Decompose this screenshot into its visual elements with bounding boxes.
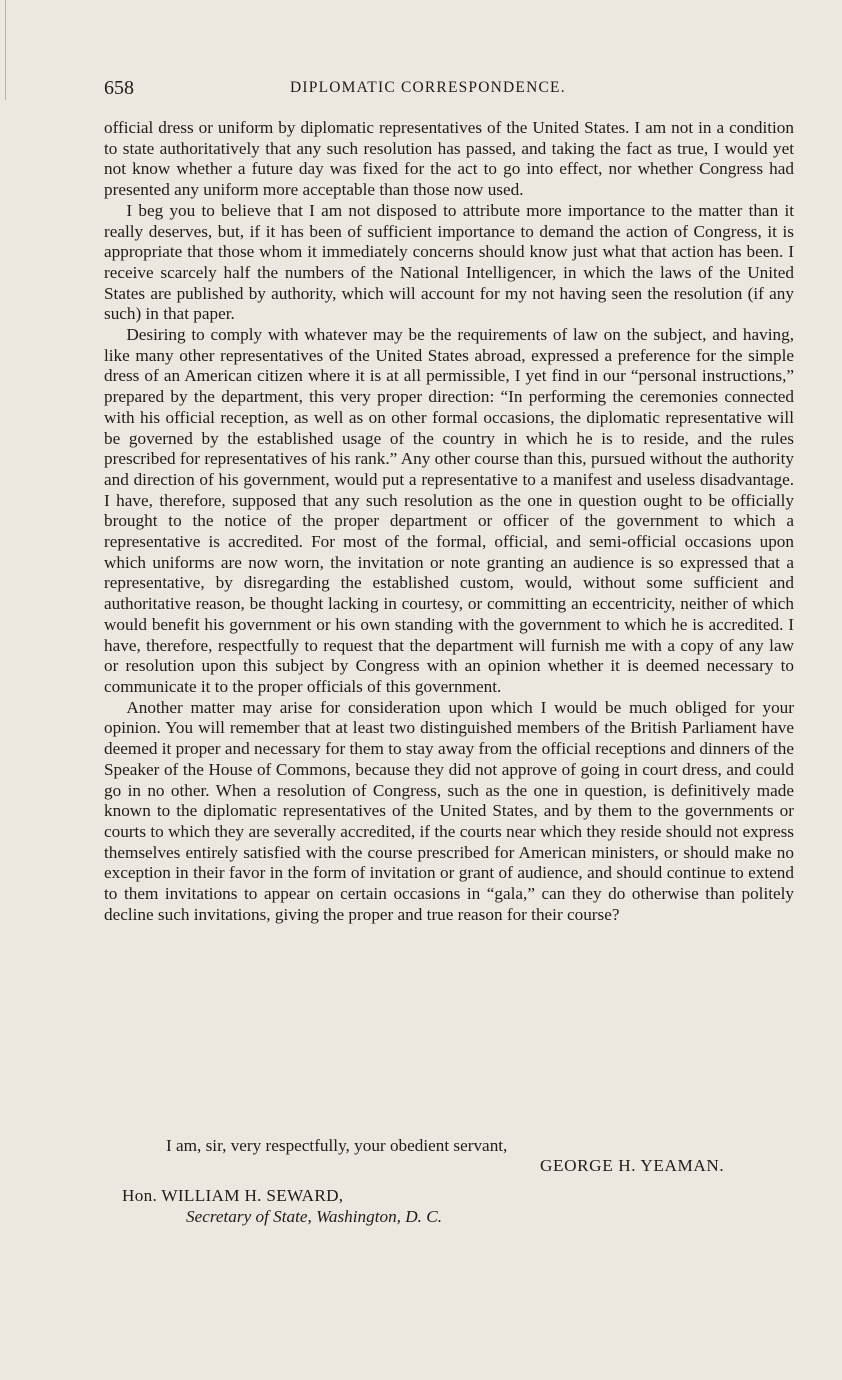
- letter-body: [104, 118, 794, 925]
- paragraph-3: Desiring to comply with whatever may be the requirements of law on the subject, and having, like many other representatives of the United States abroad, expressed a preference for the simple dress of an American citizen where it is at all permissible, I yet find in our “personal instructions,” prepared by the department, this very proper direction: “In performing the ceremonies connected with his official reception, as well as on other formal occasions, the diplomatic representative will be governed by the established usage of the country in which he is to reside, and the rules prescribed for representatives of his rank.” Any other course than this, pursued without the authority and direction of his government, would put a representative to a manifest and useless disadvantage. I have, therefore, supposed that any such resolution as the one in question ought to be officially brought to the notice of the proper department or officer of the government to which a representative is accredited. For most of the formal, official, and semi-official occasions upon which uniforms are now worn, the invitation or note granting an audience is so expressed that a representative, by disregarding the established custom, would, without some sufficient and authoritative reason, be thought lacking in courtesy, or committing an eccentricity, neither of which would benefit his government or his own standing with the government to which he is accredited. I have, therefore, respectfully to request that the department will furnish me with a copy of any law or resolution upon this subject by Congress with an opinion whether it is deemed necessary to communicate it to the proper officials of this government.: [104, 325, 794, 696]
- addressee-name: Hon. WILLIAM H. SEWARD,: [122, 1186, 344, 1205]
- paragraph-4: Another matter may arise for consideration upon which I would be much obliged for your opinion. You will remember that at least two distinguished members of the British Parliament have deemed it proper and necessary for them to stay away from the official receptions and dinners of the Speaker of the House of Commons, because they did not approve of going in court dress, and could go in no other. When a resolution of Congress, such as the one in question, is definitively made known to the diplomatic representatives of the United States, and by them to the governments or courts to which they are severally accredited, if the courts near which they reside should not express themselves entirely satisfied with the course prescribed for American ministers, or should make no exception in their favor in the form of invitation or grant of audience, and should continue to extend to them invitations to appear on certain occasions in “gala,” can they do otherwise than politely decline such invitations, giving the proper and true reason for their course?: [104, 697, 794, 924]
- paragraph-2: I beg you to believe that I am not disposed to attribute more importance to the matter than it really deserves, but, if it has been of sufficient importance to demand the action of Congress, it is appropriate that those whom it immediately concerns should know just what that action has been. I receive scarcely half the numbers of the National Intelligencer, in which the laws of the United States are published by authority, which will account for my not having seen the resolution (if any such) in that paper.: [104, 200, 794, 324]
- running-head: DIPLOMATIC CORRESPONDENCE.: [290, 79, 566, 96]
- page-edge-line: [5, 0, 6, 100]
- paragraph-1: official dress or uniform by diplomatic representatives of the United States. I am not in a condition to state authoritatively that any such resolution has passed, and taking the fact as true, I would yet not know whether a future day was fixed for the act to go into effect, nor whether Congress had presented any uniform more acceptable than those now used.: [104, 118, 794, 200]
- page-header: [104, 74, 794, 104]
- closing-line: I am, sir, very respectfully, your obedient servant,: [166, 1136, 508, 1155]
- addressee-title: Secretary of State, Washington, D. C.: [186, 1207, 443, 1226]
- page-number: 658: [104, 77, 134, 99]
- signature: GEORGE H. YEAMAN.: [540, 1156, 725, 1175]
